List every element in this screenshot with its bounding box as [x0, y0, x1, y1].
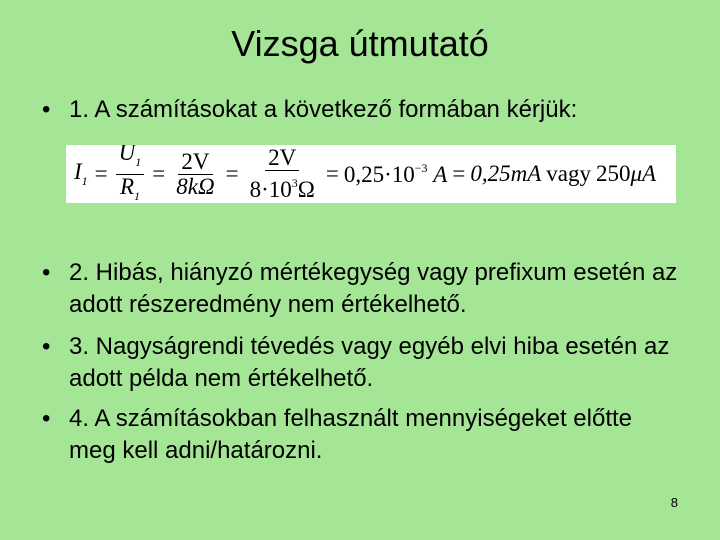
bullet-item-1: [42, 94, 702, 126]
formula-result-3: 250μA: [595, 161, 657, 186]
formula-fraction-3: $\frac{2V}{8\cdot 10^3\Omega}$: [249, 145, 315, 202]
formula-equals: =: [152, 161, 166, 186]
formula-equals: =: [225, 161, 239, 186]
bullet-item-4: [42, 403, 682, 467]
formula-connector: vagy: [546, 161, 591, 186]
formula-result-1: $0,25\cdot 10^{-3}$ A: [343, 160, 448, 187]
page-number: 8: [670, 495, 678, 510]
bullet-item-2: [42, 257, 682, 321]
formula-result-2: 0,25mA: [470, 161, 542, 186]
bullet-text: 4. A számításokban felhasznált mennyiségeket előtte meg kell adni/határozni.: [69, 405, 633, 464]
bullet-marker: •: [42, 96, 51, 123]
formula-equals: =: [94, 161, 108, 186]
slide-title: Vizsga útmutató: [231, 23, 489, 64]
bullet-marker: •: [42, 259, 51, 286]
bullet-text: 2. Hibás, hiányzó mértékegység vagy prefixum esetén az adott részeredmény nem értékelhető.: [69, 259, 678, 318]
bullet-item-3: [42, 331, 682, 395]
formula-equals: =: [325, 161, 339, 186]
formula-lhs: $I_1$: [74, 159, 88, 188]
formula-equals: =: [452, 161, 466, 186]
bullet-text: 3. Nagyságrendi tévedés vagy egyéb elvi hiba esetén az adott példa nem értékelhető.: [69, 333, 670, 392]
bullet-marker: •: [42, 333, 51, 360]
bullet-marker: •: [42, 405, 51, 432]
bullet-text: 1. A számításokat a következő formában kérjük:: [69, 96, 578, 123]
formula-fraction-2: $\frac{2V}{8k\Omega}$: [176, 148, 215, 199]
formula-fraction-1: $\frac{U_1}{R_1}$: [116, 145, 145, 203]
formula-image: [66, 145, 676, 203]
